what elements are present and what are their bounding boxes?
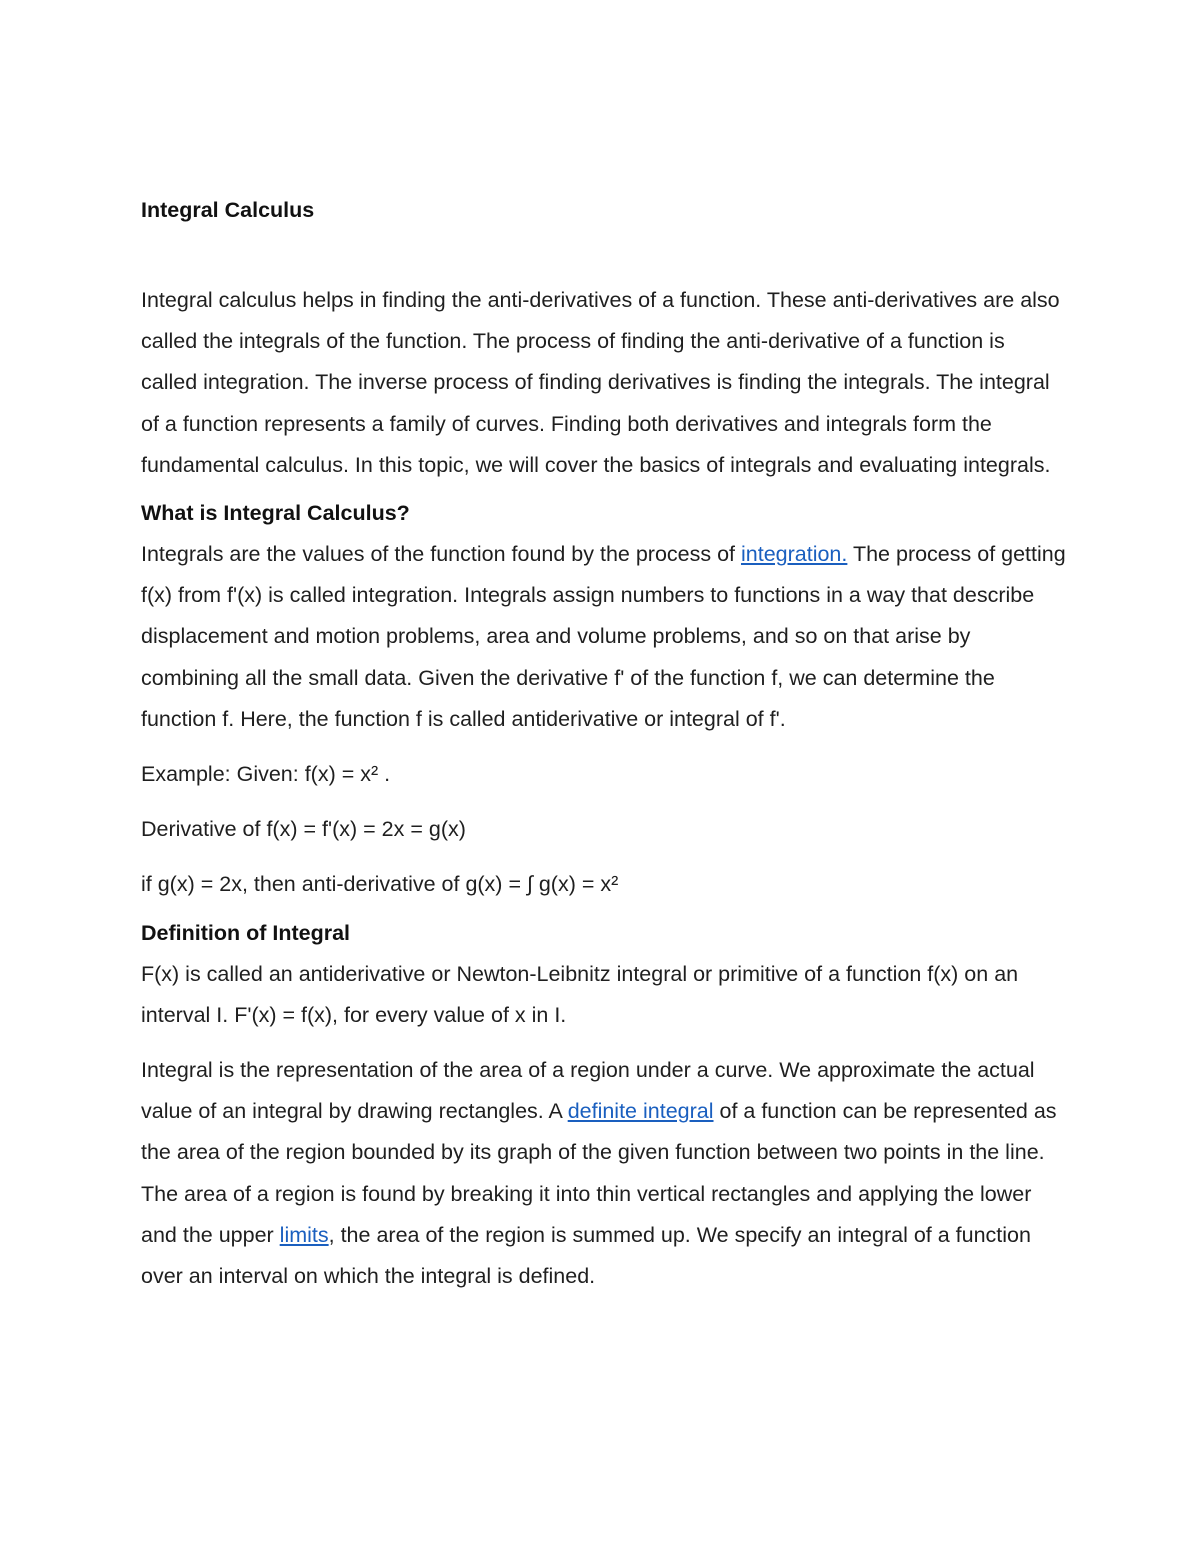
area-paragraph [141,1050,1066,1297]
derivative-line: Derivative of f(x) = f'(x) = 2x = g(x) [141,817,466,842]
area-text-start: Integral is the representation of the area of a region under a curve. We approximate the actual value of an integral by drawing rectangles. A [141,1058,1035,1124]
section-heading-definition: Definition of Integral [141,920,351,945]
what-is-paragraph [141,534,1066,740]
document-page [141,195,1066,1297]
definite-integral-link[interactable]: definite integral [567,1099,714,1124]
area-text-middle: of a function can be represented as the area of the region bounded by its graph of the given function between two points in the line. The area of a region is found by breaking it into thin vertical rectangles and applying the lower and the upper [141,1099,1057,1247]
definition-paragraph: F(x) is called an antiderivative or Newton-Leibnitz integral or primitive of a function f(x) on an interval I. F'(x) = f(x), for every value of x in I. [141,961,1019,1027]
intro-paragraph: Integral calculus helps in finding the anti-derivatives of a function. These anti-derivatives are also called the integrals of the function. The process of finding the anti-derivative of a function is called integration. The inverse process of finding derivatives is finding the integrals. The integral of a function represents a family of curves. Finding both derivatives and integrals form the fundamental calculus. In this topic, we will cover the basics of integrals and evaluating integrals. [141,288,1060,477]
integration-link[interactable]: integration. [740,542,848,567]
limits-link[interactable]: limits [279,1222,329,1247]
area-text-end: , the area of the region is summed up. We specify an integral of a function over an interval on which the integral is defined. [141,1222,1031,1289]
what-is-text-start: Integrals are the values of the function found by the process of [141,542,741,567]
example-line: Example: Given: f(x) = x² . [141,762,391,787]
document-title: Integral Calculus [141,198,315,222]
what-is-text-end: The process of getting f(x) from f'(x) is called integration. Integrals assign numbers to functions in a way that describe displacement and motion problems, area and volume problems, and so on that arise by combining all the small data. Given the derivative f' of the function f, we can determine the function f. Here, the function f is called antiderivative or integral of f'. [141,542,1066,731]
section-heading-what-is: What is Integral Calculus? [141,501,410,526]
antiderivative-line: if g(x) = 2x, then anti-derivative of g(x) = ∫ g(x) = x² [141,872,619,897]
